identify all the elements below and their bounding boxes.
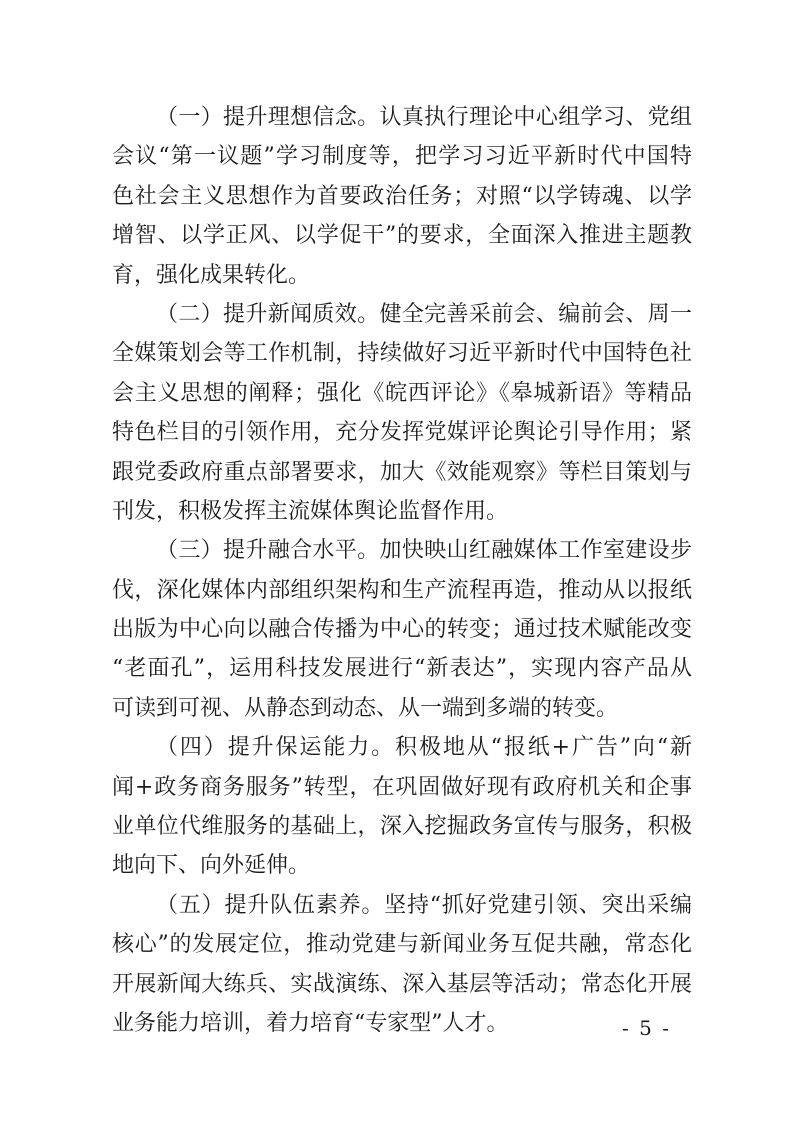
text-line: 刊发，积极发挥主流媒体舆论监督作用。 [112, 498, 509, 524]
text-line: 地向下、向外延伸。 [112, 853, 311, 879]
text-line: 会议“第一议题”学习制度等，把学习习近平新时代中国特 [112, 144, 692, 170]
text-line: 出版为中心向以融合传播为中心的转变；通过技术赋能改变 [112, 617, 692, 643]
text-line: （一）提升理想信念。认真执行理论中心组学习、党组 [156, 105, 692, 130]
text-line: 伐，深化媒体内部组织架构和生产流程再造，推动从以报纸 [112, 577, 692, 603]
text-line: 核心”的发展定位，推动党建与新闻业务互促共融，常态化 [112, 932, 692, 958]
paragraph-enhance-ideals [112, 98, 692, 295]
text-line: 特色栏目的引领作用，充分发挥党媒评论舆论引导作用；紧 [112, 420, 692, 446]
text-line: “老面孔”，运用科技发展进行“新表达”，实现内容产品从 [112, 656, 692, 682]
text-line: （五）提升队伍素养。坚持“抓好党建引领、突出采编 [156, 892, 692, 918]
text-line: 业务能力培训，着力培育“专家型”人才。 [112, 1010, 509, 1036]
text-line: 业单位代维服务的基础上，深入挖掘政务宣传与服务，积极 [112, 814, 692, 840]
text-line: （二）提升新闻质效。健全完善采前会、编前会、周一 [156, 301, 692, 327]
text-line: 跟党委政府重点部署要求，加大《效能观察》等栏目策划与 [112, 459, 692, 485]
page-number: - 5 - [622, 1016, 671, 1040]
text-line: （三）提升融合水平。加快映山红融媒体工作室建设步 [156, 538, 692, 564]
paragraph-team-quality [112, 886, 692, 1044]
text-line: 全媒策划会等工作机制，持续做好习近平新时代中国特色社 [112, 341, 692, 367]
paragraph-news-quality [112, 295, 692, 531]
text-line: 色社会主义思想作为首要政治任务；对照“以学铸魂、以学 [112, 183, 692, 209]
body-text [112, 98, 692, 1043]
text-line: 会主义思想的阐释；强化《皖西评论》《皋城新语》等精品 [112, 380, 692, 406]
text-line: 育，强化成果转化。 [112, 262, 311, 288]
text-line: 增智、以学正风、以学促干”的要求，全面深入推进主题教 [112, 223, 692, 249]
text-line: 可读到可视、从静态到动态、从一端到多端的转变。 [112, 695, 619, 721]
paragraph-operations [112, 728, 692, 886]
text-line: 闻+政务商务服务”转型，在巩固做好现有政府机关和企事 [112, 774, 692, 800]
text-line: （四）提升保运能力。积极地从“报纸+广告”向“新 [156, 735, 692, 761]
text-line: 开展新闻大练兵、实战演练、深入基层等活动；常态化开展 [112, 971, 692, 997]
paragraph-media-integration [112, 531, 692, 728]
